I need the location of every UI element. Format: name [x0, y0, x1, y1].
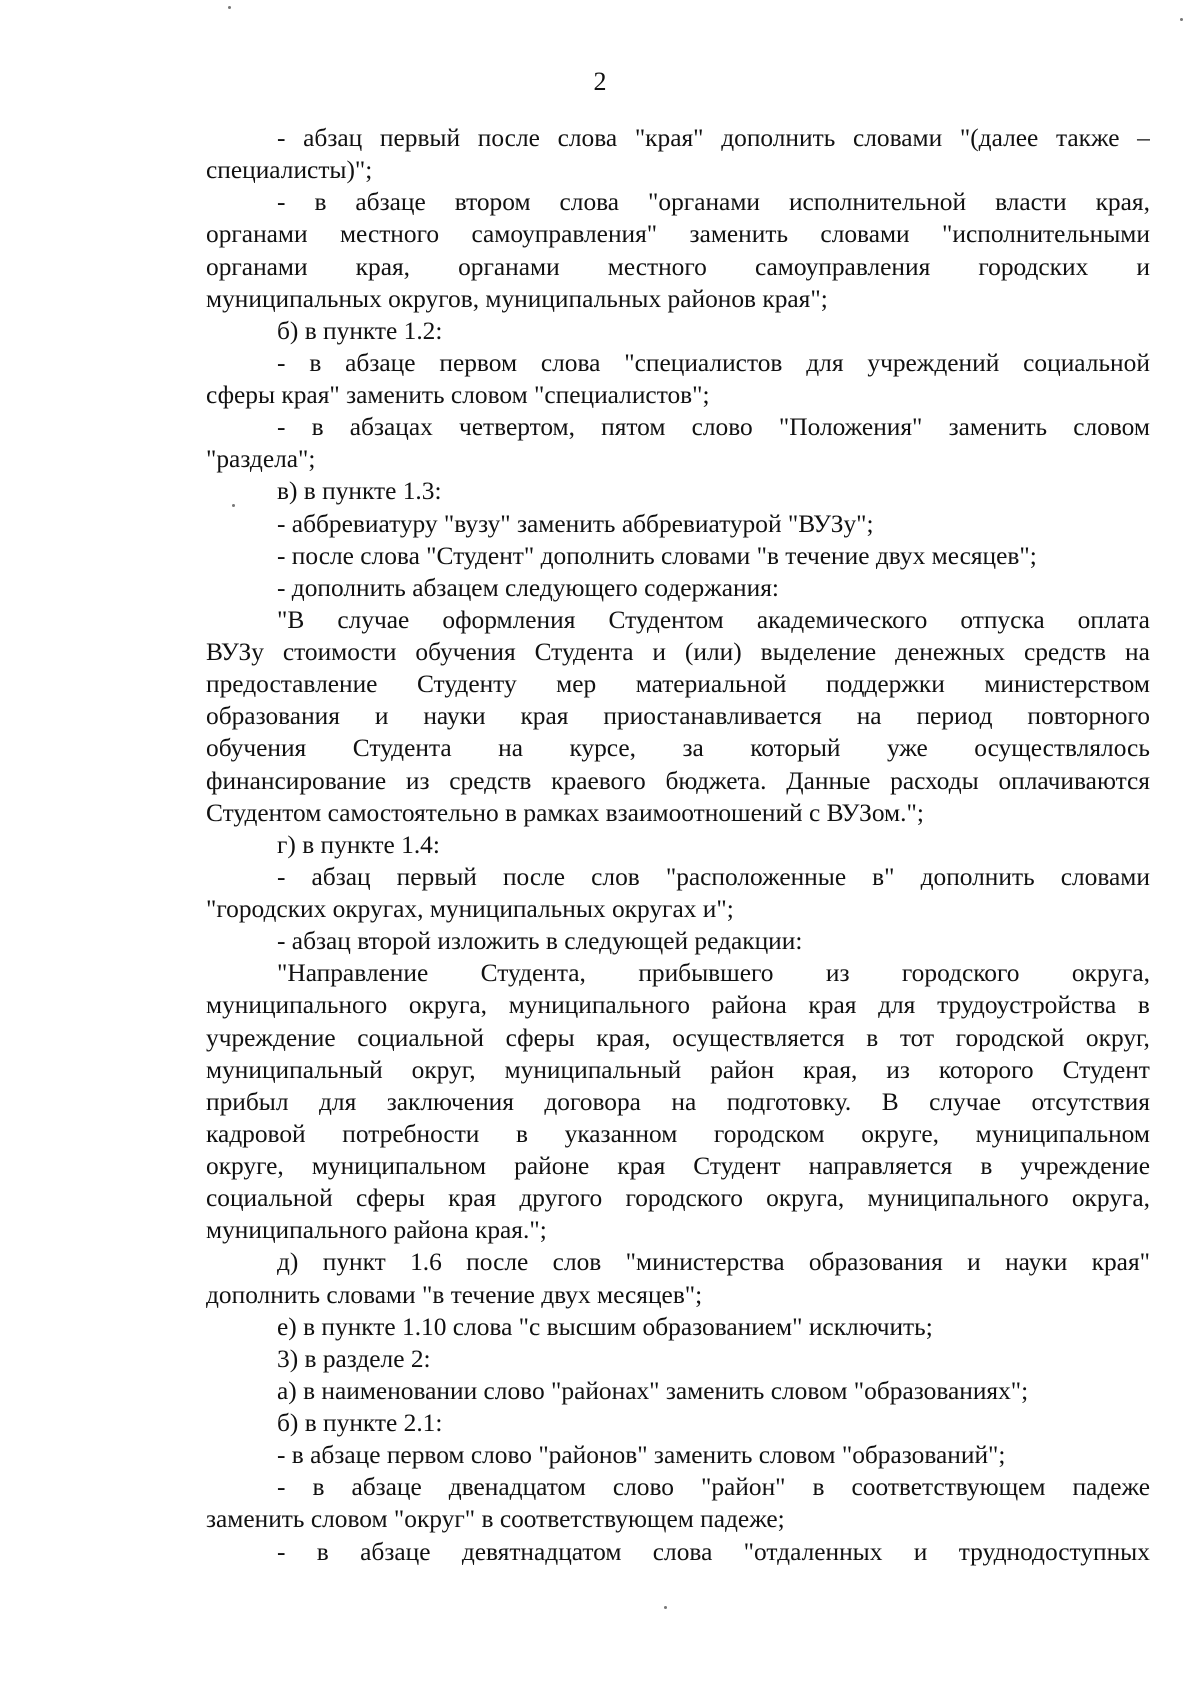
page-number: 2: [593, 67, 607, 96]
text-line: - в абзаце втором слова "органами исполнительной власти края,: [277, 188, 1150, 217]
text-line: сферы края" заменить словом "специалистов";: [206, 381, 710, 409]
text-line: - в абзацах четвертом, пятом слово "Положения" заменить словом: [277, 413, 1150, 442]
document-body: [206, 122, 1150, 1568]
text-line: муниципальный округ, муниципальный район края, из которого Студент: [206, 1055, 1150, 1084]
text-line: специалисты)";: [206, 156, 373, 185]
scan-speck: [664, 1606, 667, 1609]
scan-speck: [1180, 18, 1183, 21]
text-line: Студентом самостоятельно в рамках взаимоотношений с ВУЗом.";: [206, 798, 924, 827]
text-line: е) в пункте 1.10 слова "с высшим образованием" исключить;: [277, 1312, 933, 1341]
text-line: органами края, органами местного самоуправления городских и: [206, 252, 1150, 281]
text-line: - в абзаце девятнадцатом слова "отдаленных и труднодоступных: [277, 1537, 1150, 1566]
text-line: - абзац первый после слова "края" дополнить словами "(далее также –: [277, 124, 1150, 152]
text-line: б) в пункте 1.2:: [277, 316, 443, 345]
text-line: б) в пункте 2.1:: [277, 1409, 443, 1437]
text-line: предоставление Студенту мер материальной поддержки министерством: [206, 670, 1150, 699]
text-line: - абзац второй изложить в следующей редакции:: [277, 927, 803, 956]
text-line: обучения Студента на курсе, за который уже осуществлялось: [206, 734, 1150, 763]
text-line: в) в пункте 1.3:: [277, 477, 442, 506]
text-line: "Направление Студента, прибывшего из городского округа,: [277, 959, 1150, 988]
text-line: - в абзаце первом слово "районов" заменить словом "образований";: [277, 1441, 1006, 1470]
text-line: а) в наименовании слово "районах" заменить словом "образованиях";: [277, 1376, 1029, 1405]
text-line: прибыл для заключения договора на подготовку. В случае отсутствия: [206, 1087, 1150, 1116]
text-line: - дополнить абзацем следующего содержания:: [277, 573, 779, 602]
text-line: заменить словом "округ" в соответствующем падеже;: [206, 1505, 785, 1534]
text-line: кадровой потребности в указанном городском округе, муниципальном: [206, 1119, 1150, 1148]
text-line: дополнить словами "в течение двух месяцев";: [206, 1280, 703, 1309]
text-line: финансирование из средств краевого бюджета. Данные расходы оплачиваются: [206, 766, 1150, 795]
text-line: 3) в разделе 2:: [277, 1344, 431, 1373]
text-line: муниципального района края.";: [206, 1216, 547, 1245]
text-line: "В случае оформления Студентом академического отпуска оплата: [277, 605, 1150, 634]
text-line: - аббревиатуру "вузу" заменить аббревиатурой "ВУЗу";: [277, 509, 874, 538]
text-line: - после слова "Студент" дополнить словами "в течение двух месяцев";: [277, 541, 1037, 570]
text-line: ВУЗу стоимости обучения Студента и (или) выделение денежных средств на: [206, 638, 1150, 666]
text-line: "раздела";: [206, 445, 316, 474]
scan-speck: [228, 6, 231, 9]
text-line: округе, муниципальном районе края Студент направляется в учреждение: [206, 1152, 1150, 1180]
text-line: социальной сферы края другого городского округа, муниципального округа,: [206, 1184, 1150, 1213]
text-line: д) пункт 1.6 после слов "министерства образования и науки края": [277, 1248, 1150, 1277]
text-line: г) в пункте 1.4:: [277, 830, 440, 859]
scan-speck: [232, 504, 235, 507]
text-line: образования и науки края приостанавливается на период повторного: [206, 702, 1150, 731]
text-line: - абзац первый после слов "расположенные в" дополнить словами: [277, 862, 1150, 891]
text-line: "городских округах, муниципальных округах и";: [206, 895, 734, 923]
text-line: - в абзаце двенадцатом слово "район" в соответствующем падеже: [277, 1473, 1150, 1502]
text-line: учреждение социальной сферы края, осуществляется в тот городской округ,: [206, 1023, 1150, 1052]
text-line: муниципальных округов, муниципальных районов края";: [206, 284, 828, 313]
text-line: - в абзаце первом слова "специалистов для учреждений социальной: [277, 348, 1150, 377]
text-line: органами местного самоуправления" заменить словами "исполнительными: [206, 220, 1150, 249]
text-line: муниципального округа, муниципального района края для трудоустройства в: [206, 991, 1150, 1020]
